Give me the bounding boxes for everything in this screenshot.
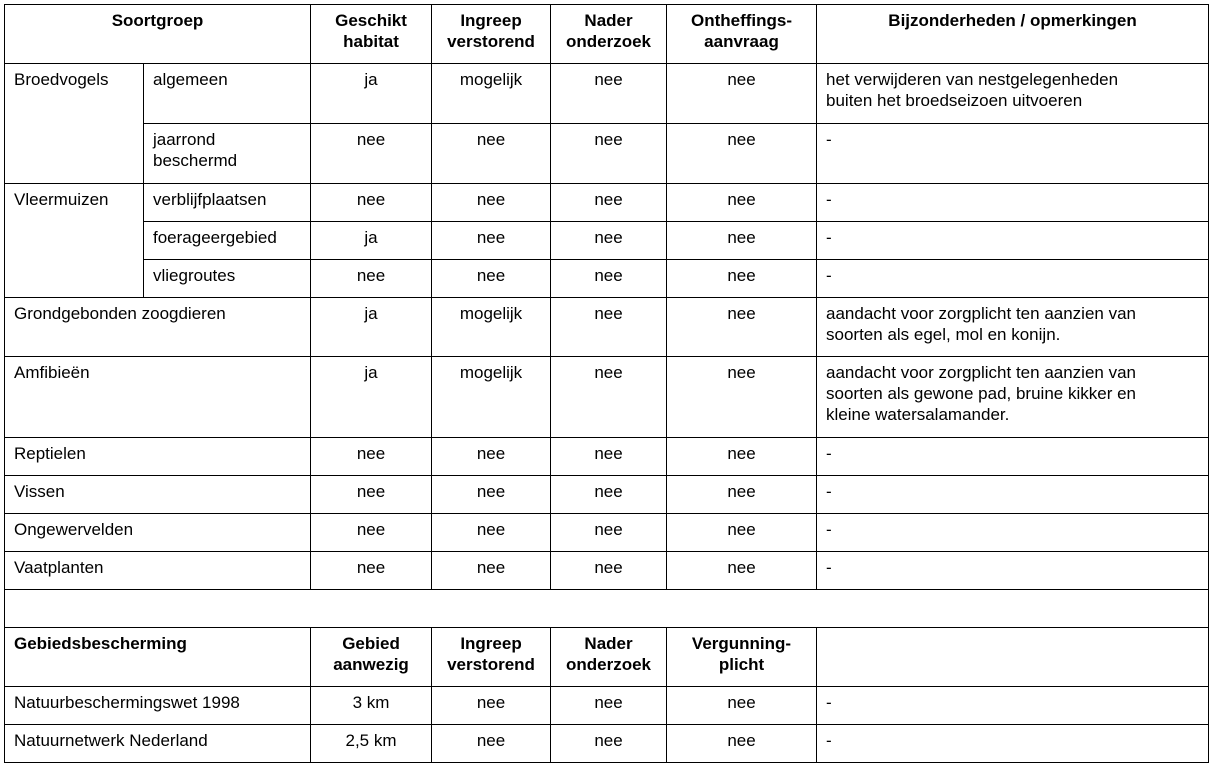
ingreep-cell: nee xyxy=(432,725,551,763)
assessment-table xyxy=(4,4,1209,763)
group-cell: Reptielen xyxy=(5,438,311,476)
area-name-cell: Natuurbeschermingswet 1998 xyxy=(5,687,311,725)
header-nader-onderzoek: Nader onderzoek xyxy=(551,628,667,687)
group-cell: Grondgebonden zoogdieren xyxy=(5,298,311,357)
header-gebiedsbescherming: Gebiedsbescherming xyxy=(5,628,311,687)
onderzoek-cell: nee xyxy=(551,222,667,260)
onderzoek-cell: nee xyxy=(551,514,667,552)
ingreep-cell: mogelijk xyxy=(432,298,551,357)
vergunning-cell: nee xyxy=(667,687,817,725)
table-row xyxy=(5,687,1209,725)
ingreep-cell: nee xyxy=(432,184,551,222)
onderzoek-cell: nee xyxy=(551,298,667,357)
ontheffing-cell: nee xyxy=(667,64,817,124)
ontheffing-cell: nee xyxy=(667,476,817,514)
onderzoek-cell: nee xyxy=(551,124,667,184)
area-name-cell: Natuurnetwerk Nederland xyxy=(5,725,311,763)
habitat-cell: nee xyxy=(311,438,432,476)
header-ontheffingsaanvraag: Ontheffings- aanvraag xyxy=(667,5,817,64)
header-bijzonderheden: Bijzonderheden / opmerkingen xyxy=(817,5,1209,64)
subgroup-cell: foerageergebied xyxy=(144,222,311,260)
ingreep-cell: nee xyxy=(432,476,551,514)
vergunning-cell: nee xyxy=(667,725,817,763)
onderzoek-cell: nee xyxy=(551,357,667,438)
table-row xyxy=(5,476,1209,514)
table-row xyxy=(5,514,1209,552)
ingreep-cell: nee xyxy=(432,260,551,298)
ingreep-cell: mogelijk xyxy=(432,357,551,438)
ontheffing-cell: nee xyxy=(667,438,817,476)
remarks-cell: - xyxy=(817,260,1209,298)
habitat-cell: ja xyxy=(311,222,432,260)
subgroup-cell: algemeen xyxy=(144,64,311,124)
onderzoek-cell: nee xyxy=(551,552,667,590)
group-cell: Ongewervelden xyxy=(5,514,311,552)
ontheffing-cell: nee xyxy=(667,260,817,298)
ontheffing-cell: nee xyxy=(667,514,817,552)
table-row xyxy=(5,552,1209,590)
group-cell: Vleermuizen xyxy=(5,184,144,298)
area-header-row xyxy=(5,628,1209,687)
header-ingreep-verstorend: Ingreep verstorend xyxy=(432,628,551,687)
ingreep-cell: nee xyxy=(432,124,551,184)
table-row xyxy=(5,222,1209,260)
ingreep-cell: nee xyxy=(432,514,551,552)
ingreep-cell: nee xyxy=(432,222,551,260)
subgroup-cell: vliegroutes xyxy=(144,260,311,298)
habitat-cell: nee xyxy=(311,476,432,514)
onderzoek-cell: nee xyxy=(551,184,667,222)
subgroup-cell: jaarrond beschermd xyxy=(144,124,311,184)
remarks-cell: - xyxy=(817,514,1209,552)
header-vergunningplicht: Vergunning- plicht xyxy=(667,628,817,687)
table-row xyxy=(5,438,1209,476)
onderzoek-cell: nee xyxy=(551,260,667,298)
group-cell: Broedvogels xyxy=(5,64,144,184)
remarks-cell: - xyxy=(817,124,1209,184)
table-row xyxy=(5,184,1209,222)
remarks-cell: het verwijderen van nestgelegenheden buiten het broedseizoen uitvoeren xyxy=(817,64,1209,124)
aanwezig-cell: 3 km xyxy=(311,687,432,725)
habitat-cell: ja xyxy=(311,357,432,438)
remarks-cell: - xyxy=(817,552,1209,590)
habitat-cell: nee xyxy=(311,260,432,298)
header-ingreep-verstorend: Ingreep verstorend xyxy=(432,5,551,64)
ontheffing-cell: nee xyxy=(667,552,817,590)
table-row xyxy=(5,124,1209,184)
group-cell: Amfibieën xyxy=(5,357,311,438)
onderzoek-cell: nee xyxy=(551,687,667,725)
ontheffing-cell: nee xyxy=(667,357,817,438)
table-row xyxy=(5,357,1209,438)
header-gebied-aanwezig: Gebied aanwezig xyxy=(311,628,432,687)
aanwezig-cell: 2,5 km xyxy=(311,725,432,763)
table-row xyxy=(5,260,1209,298)
ingreep-cell: nee xyxy=(432,687,551,725)
ontheffing-cell: nee xyxy=(667,124,817,184)
onderzoek-cell: nee xyxy=(551,476,667,514)
remarks-cell: - xyxy=(817,222,1209,260)
remarks-cell: aandacht voor zorgplicht ten aanzien van soorten als gewone pad, bruine kikker en kleine watersalamander. xyxy=(817,357,1209,438)
table-row xyxy=(5,725,1209,763)
remarks-cell: - xyxy=(817,438,1209,476)
onderzoek-cell: nee xyxy=(551,725,667,763)
group-cell: Vaatplanten xyxy=(5,552,311,590)
spacer-row xyxy=(5,590,1209,628)
onderzoek-cell: nee xyxy=(551,64,667,124)
header-geschikt-habitat: Geschikt habitat xyxy=(311,5,432,64)
subgroup-cell: verblijfplaatsen xyxy=(144,184,311,222)
table-row xyxy=(5,64,1209,124)
habitat-cell: nee xyxy=(311,184,432,222)
habitat-cell: nee xyxy=(311,124,432,184)
ontheffing-cell: nee xyxy=(667,184,817,222)
onderzoek-cell: nee xyxy=(551,438,667,476)
habitat-cell: nee xyxy=(311,552,432,590)
habitat-cell: ja xyxy=(311,64,432,124)
header-empty-cell xyxy=(817,628,1209,687)
remarks-cell: - xyxy=(817,184,1209,222)
ingreep-cell: mogelijk xyxy=(432,64,551,124)
remarks-cell: - xyxy=(817,476,1209,514)
habitat-cell: nee xyxy=(311,514,432,552)
header-soortgroep: Soortgroep xyxy=(5,5,311,64)
remarks-cell: - xyxy=(817,725,1209,763)
habitat-cell: ja xyxy=(311,298,432,357)
group-cell: Vissen xyxy=(5,476,311,514)
ingreep-cell: nee xyxy=(432,552,551,590)
ingreep-cell: nee xyxy=(432,438,551,476)
remarks-cell: aandacht voor zorgplicht ten aanzien van soorten als egel, mol en konijn. xyxy=(817,298,1209,357)
header-nader-onderzoek: Nader onderzoek xyxy=(551,5,667,64)
ontheffing-cell: nee xyxy=(667,222,817,260)
ontheffing-cell: nee xyxy=(667,298,817,357)
species-header-row xyxy=(5,5,1209,64)
remarks-cell: - xyxy=(817,687,1209,725)
spacer-cell xyxy=(5,590,1209,628)
table-row xyxy=(5,298,1209,357)
